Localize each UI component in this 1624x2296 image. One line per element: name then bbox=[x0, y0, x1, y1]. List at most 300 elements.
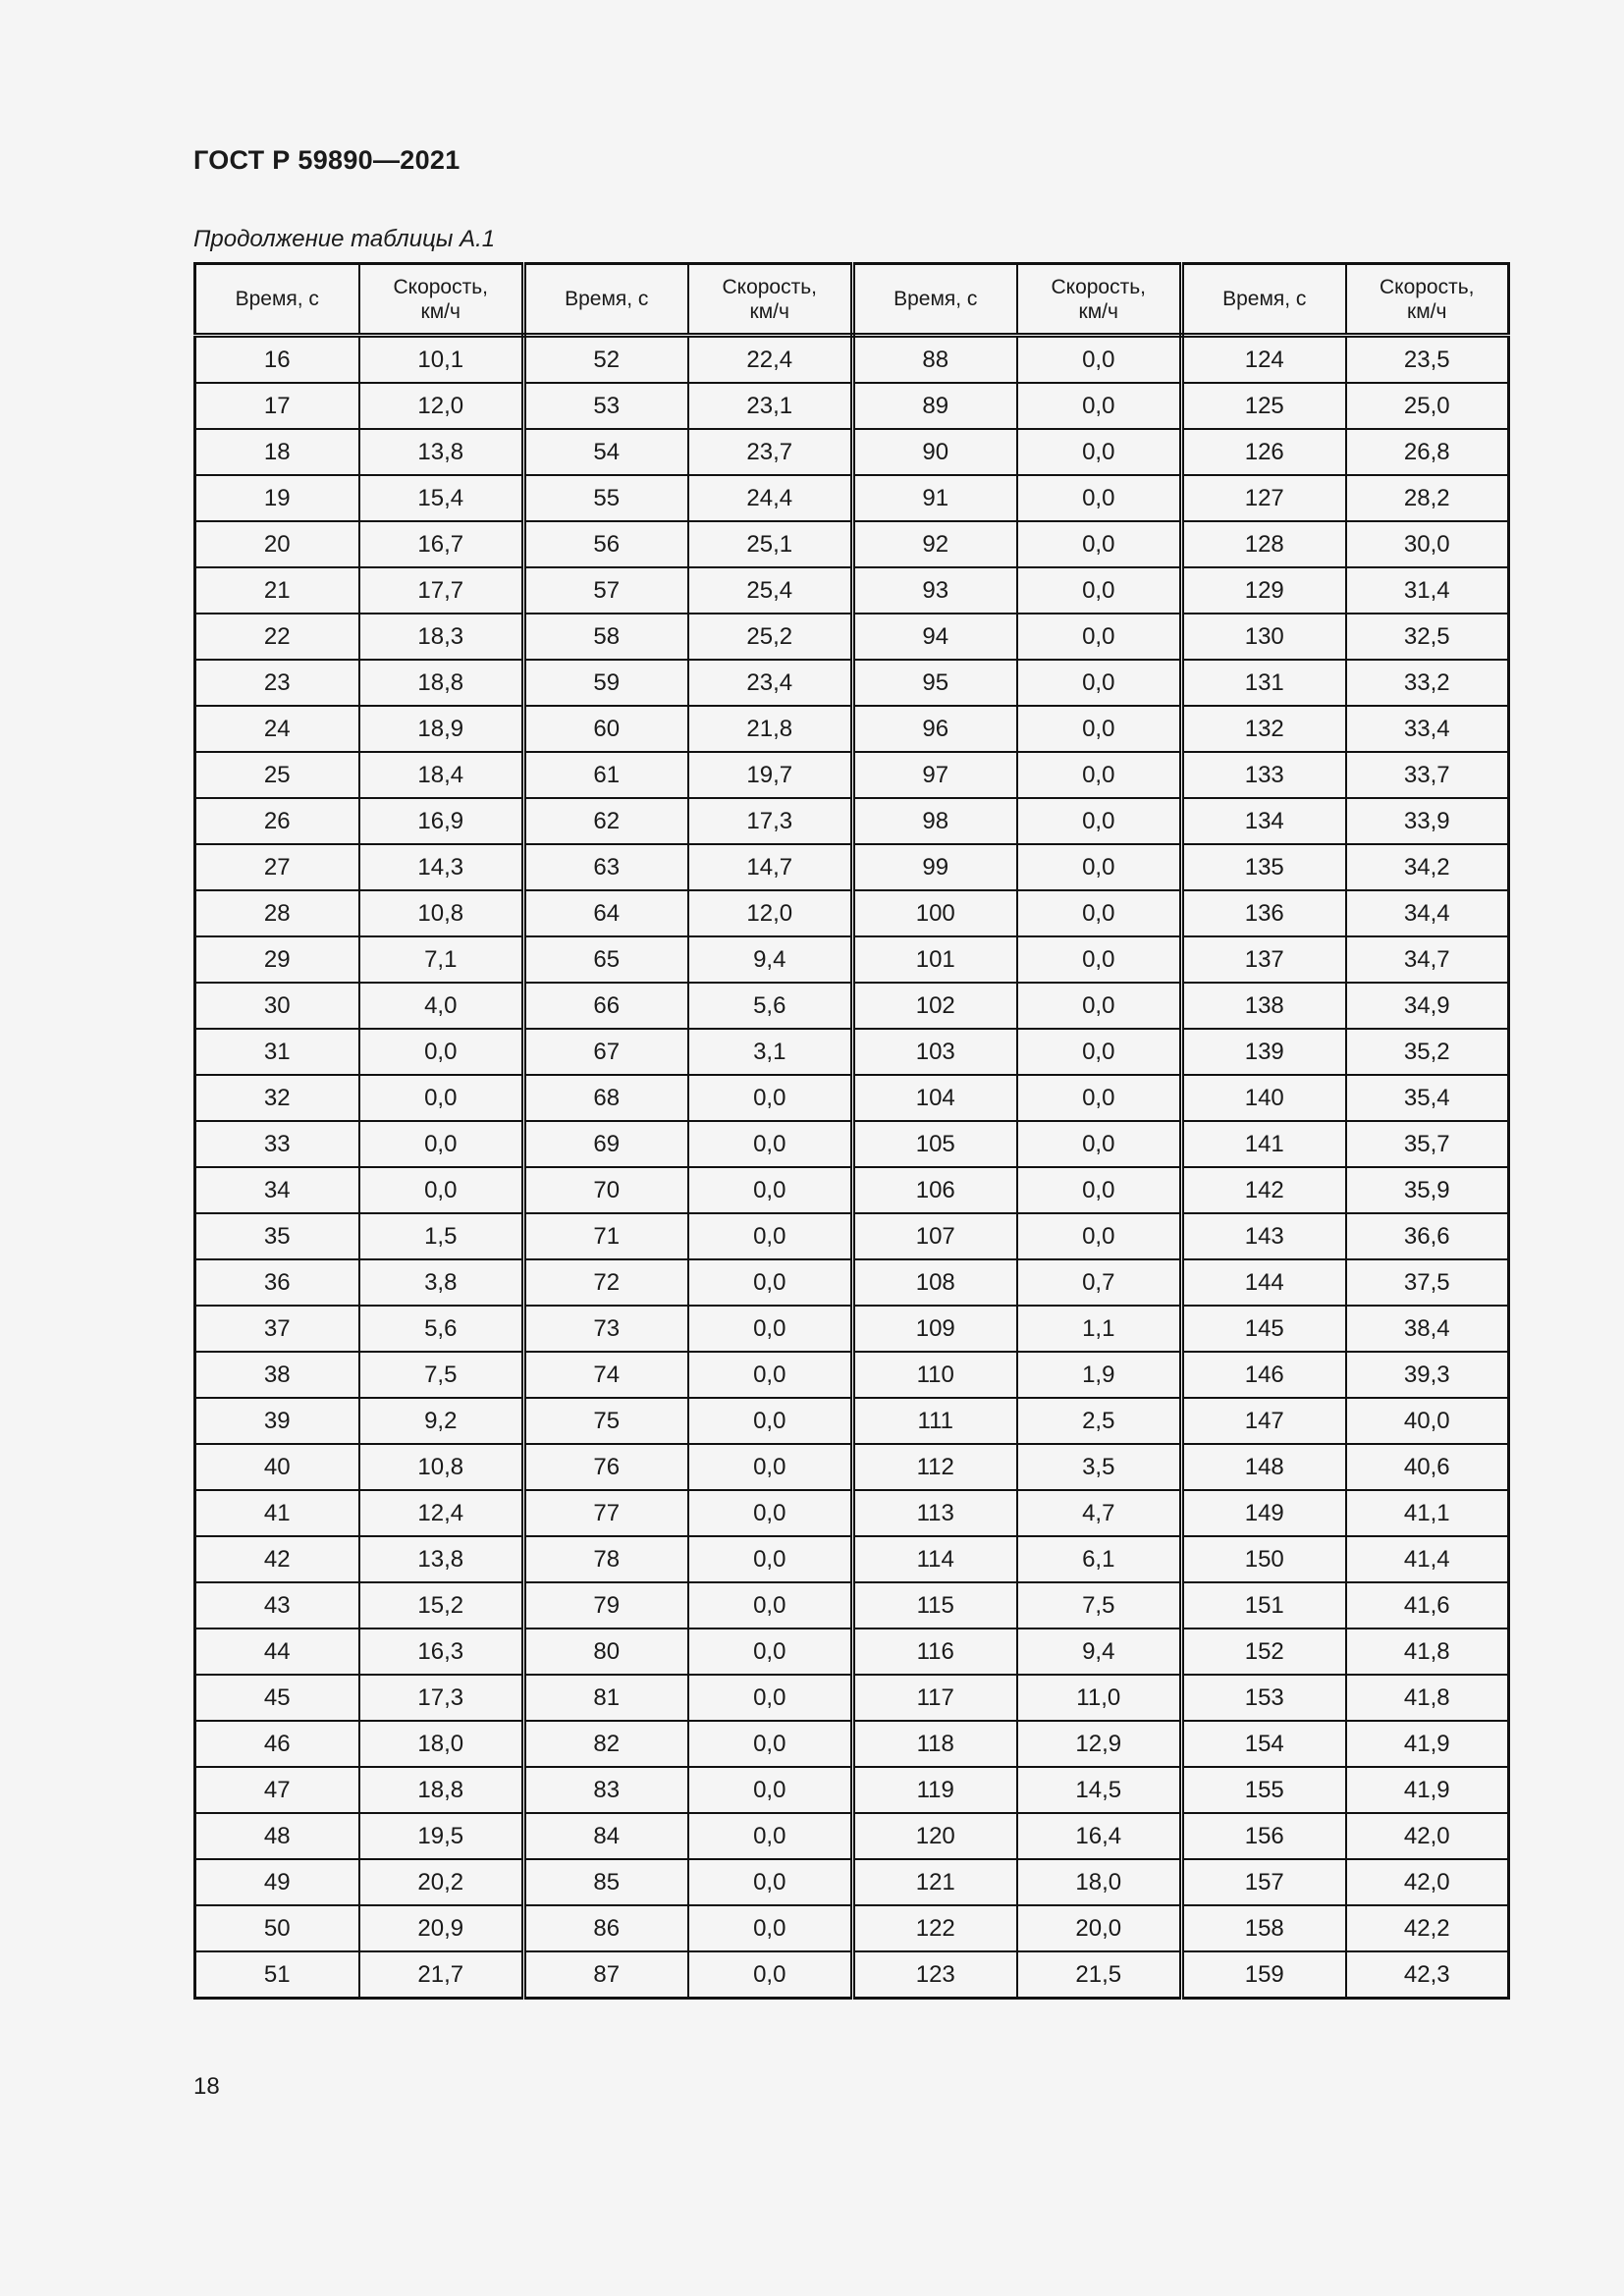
time-cell: 57 bbox=[524, 567, 688, 614]
speed-cell: 0,0 bbox=[1017, 1213, 1182, 1259]
time-cell: 33 bbox=[195, 1121, 359, 1167]
time-cell: 103 bbox=[853, 1029, 1017, 1075]
speed-cell: 25,1 bbox=[688, 521, 853, 567]
speed-cell: 1,1 bbox=[1017, 1306, 1182, 1352]
table-row bbox=[195, 383, 1509, 429]
column-header-time: Время, с bbox=[195, 264, 359, 336]
speed-cell: 14,5 bbox=[1017, 1767, 1182, 1813]
time-cell: 55 bbox=[524, 475, 688, 521]
time-cell: 157 bbox=[1182, 1859, 1346, 1905]
time-cell: 25 bbox=[195, 752, 359, 798]
time-cell: 24 bbox=[195, 706, 359, 752]
time-cell: 155 bbox=[1182, 1767, 1346, 1813]
speed-cell: 18,9 bbox=[359, 706, 524, 752]
speed-cell: 30,0 bbox=[1346, 521, 1509, 567]
speed-cell: 9,4 bbox=[1017, 1629, 1182, 1675]
time-cell: 83 bbox=[524, 1767, 688, 1813]
speed-cell: 0,0 bbox=[1017, 983, 1182, 1029]
speed-cell: 35,9 bbox=[1346, 1167, 1509, 1213]
speed-cell: 34,9 bbox=[1346, 983, 1509, 1029]
time-cell: 113 bbox=[853, 1490, 1017, 1536]
time-cell: 145 bbox=[1182, 1306, 1346, 1352]
time-cell: 73 bbox=[524, 1306, 688, 1352]
column-header-time: Время, с bbox=[853, 264, 1017, 336]
time-cell: 31 bbox=[195, 1029, 359, 1075]
time-cell: 146 bbox=[1182, 1352, 1346, 1398]
speed-cell: 16,9 bbox=[359, 798, 524, 844]
table-row bbox=[195, 1629, 1509, 1675]
speed-cell: 42,3 bbox=[1346, 1951, 1509, 1999]
speed-cell: 16,3 bbox=[359, 1629, 524, 1675]
speed-cell: 0,0 bbox=[1017, 336, 1182, 384]
speed-cell: 0,0 bbox=[688, 1536, 853, 1582]
time-cell: 50 bbox=[195, 1905, 359, 1951]
speed-cell: 36,6 bbox=[1346, 1213, 1509, 1259]
time-cell: 110 bbox=[853, 1352, 1017, 1398]
table-row bbox=[195, 752, 1509, 798]
speed-cell: 6,1 bbox=[1017, 1536, 1182, 1582]
speed-cell: 13,8 bbox=[359, 429, 524, 475]
speed-cell: 42,2 bbox=[1346, 1905, 1509, 1951]
time-cell: 72 bbox=[524, 1259, 688, 1306]
time-cell: 134 bbox=[1182, 798, 1346, 844]
speed-cell: 0,0 bbox=[1017, 1075, 1182, 1121]
table-header-row bbox=[195, 264, 1509, 336]
speed-cell: 24,4 bbox=[688, 475, 853, 521]
time-cell: 149 bbox=[1182, 1490, 1346, 1536]
speed-cell: 12,0 bbox=[688, 890, 853, 936]
time-cell: 97 bbox=[853, 752, 1017, 798]
time-cell: 53 bbox=[524, 383, 688, 429]
speed-cell: 23,7 bbox=[688, 429, 853, 475]
speed-cell: 10,8 bbox=[359, 890, 524, 936]
time-cell: 99 bbox=[853, 844, 1017, 890]
speed-cell: 0,0 bbox=[688, 1352, 853, 1398]
speed-cell: 7,5 bbox=[359, 1352, 524, 1398]
speed-cell: 0,0 bbox=[1017, 890, 1182, 936]
table-row bbox=[195, 1675, 1509, 1721]
speed-cell: 23,4 bbox=[688, 660, 853, 706]
speed-cell: 33,9 bbox=[1346, 798, 1509, 844]
speed-cell: 37,5 bbox=[1346, 1259, 1509, 1306]
time-cell: 44 bbox=[195, 1629, 359, 1675]
speed-cell: 0,0 bbox=[688, 1444, 853, 1490]
time-cell: 26 bbox=[195, 798, 359, 844]
speed-cell: 3,1 bbox=[688, 1029, 853, 1075]
speed-cell: 0,7 bbox=[1017, 1259, 1182, 1306]
time-cell: 116 bbox=[853, 1629, 1017, 1675]
time-cell: 21 bbox=[195, 567, 359, 614]
table-row bbox=[195, 1444, 1509, 1490]
speed-cell: 0,0 bbox=[688, 1259, 853, 1306]
speed-cell: 0,0 bbox=[688, 1629, 853, 1675]
speed-cell: 0,0 bbox=[1017, 844, 1182, 890]
time-cell: 34 bbox=[195, 1167, 359, 1213]
speed-cell: 0,0 bbox=[359, 1121, 524, 1167]
table-row bbox=[195, 706, 1509, 752]
speed-cell: 1,5 bbox=[359, 1213, 524, 1259]
table-row bbox=[195, 983, 1509, 1029]
speed-cell: 21,5 bbox=[1017, 1951, 1182, 1999]
speed-cell: 18,8 bbox=[359, 660, 524, 706]
time-cell: 107 bbox=[853, 1213, 1017, 1259]
speed-cell: 34,4 bbox=[1346, 890, 1509, 936]
speed-cell: 0,0 bbox=[1017, 1029, 1182, 1075]
time-cell: 36 bbox=[195, 1259, 359, 1306]
speed-cell: 42,0 bbox=[1346, 1813, 1509, 1859]
column-header-speed: Скорость, км/ч bbox=[1346, 264, 1509, 336]
time-cell: 159 bbox=[1182, 1951, 1346, 1999]
speed-cell: 11,0 bbox=[1017, 1675, 1182, 1721]
time-cell: 88 bbox=[853, 336, 1017, 384]
time-cell: 63 bbox=[524, 844, 688, 890]
speed-cell: 0,0 bbox=[688, 1490, 853, 1536]
table-row bbox=[195, 614, 1509, 660]
speed-cell: 0,0 bbox=[1017, 429, 1182, 475]
speed-cell: 40,0 bbox=[1346, 1398, 1509, 1444]
speed-cell: 0,0 bbox=[1017, 521, 1182, 567]
speed-cell: 41,4 bbox=[1346, 1536, 1509, 1582]
speed-cell: 0,0 bbox=[1017, 706, 1182, 752]
speed-cell: 35,4 bbox=[1346, 1075, 1509, 1121]
time-cell: 117 bbox=[853, 1675, 1017, 1721]
speed-cell: 14,3 bbox=[359, 844, 524, 890]
time-cell: 98 bbox=[853, 798, 1017, 844]
time-cell: 153 bbox=[1182, 1675, 1346, 1721]
table-row bbox=[195, 1767, 1509, 1813]
column-header-time: Время, с bbox=[1182, 264, 1346, 336]
speed-cell: 9,2 bbox=[359, 1398, 524, 1444]
speed-cell: 0,0 bbox=[688, 1859, 853, 1905]
time-cell: 136 bbox=[1182, 890, 1346, 936]
time-cell: 121 bbox=[853, 1859, 1017, 1905]
time-cell: 93 bbox=[853, 567, 1017, 614]
time-cell: 86 bbox=[524, 1905, 688, 1951]
table-row bbox=[195, 1536, 1509, 1582]
table-row bbox=[195, 1951, 1509, 1999]
time-cell: 135 bbox=[1182, 844, 1346, 890]
time-cell: 16 bbox=[195, 336, 359, 384]
speed-cell: 15,2 bbox=[359, 1582, 524, 1629]
time-cell: 106 bbox=[853, 1167, 1017, 1213]
speed-cell: 33,4 bbox=[1346, 706, 1509, 752]
time-cell: 18 bbox=[195, 429, 359, 475]
table-body bbox=[195, 336, 1509, 1999]
time-cell: 92 bbox=[853, 521, 1017, 567]
time-cell: 27 bbox=[195, 844, 359, 890]
speed-cell: 0,0 bbox=[1017, 567, 1182, 614]
time-cell: 156 bbox=[1182, 1813, 1346, 1859]
speed-cell: 22,4 bbox=[688, 336, 853, 384]
table-row bbox=[195, 429, 1509, 475]
speed-cell: 18,0 bbox=[359, 1721, 524, 1767]
time-cell: 29 bbox=[195, 936, 359, 983]
table-row bbox=[195, 890, 1509, 936]
table-row bbox=[195, 1398, 1509, 1444]
table-row bbox=[195, 1352, 1509, 1398]
time-cell: 89 bbox=[853, 383, 1017, 429]
speed-cell: 33,2 bbox=[1346, 660, 1509, 706]
speed-cell: 0,0 bbox=[688, 1951, 853, 1999]
speed-cell: 35,2 bbox=[1346, 1029, 1509, 1075]
time-cell: 30 bbox=[195, 983, 359, 1029]
time-cell: 158 bbox=[1182, 1905, 1346, 1951]
table-row bbox=[195, 1167, 1509, 1213]
speed-cell: 10,8 bbox=[359, 1444, 524, 1490]
time-cell: 142 bbox=[1182, 1167, 1346, 1213]
time-cell: 141 bbox=[1182, 1121, 1346, 1167]
speed-cell: 0,0 bbox=[1017, 614, 1182, 660]
time-cell: 52 bbox=[524, 336, 688, 384]
time-cell: 118 bbox=[853, 1721, 1017, 1767]
speed-cell: 42,0 bbox=[1346, 1859, 1509, 1905]
speed-cell: 41,8 bbox=[1346, 1629, 1509, 1675]
time-cell: 76 bbox=[524, 1444, 688, 1490]
time-cell: 71 bbox=[524, 1213, 688, 1259]
speed-cell: 13,8 bbox=[359, 1536, 524, 1582]
time-cell: 47 bbox=[195, 1767, 359, 1813]
time-cell: 90 bbox=[853, 429, 1017, 475]
column-header-speed: Скорость, км/ч bbox=[1017, 264, 1182, 336]
table-row bbox=[195, 1259, 1509, 1306]
table-row bbox=[195, 844, 1509, 890]
time-cell: 32 bbox=[195, 1075, 359, 1121]
speed-cell: 0,0 bbox=[688, 1767, 853, 1813]
speed-cell: 4,7 bbox=[1017, 1490, 1182, 1536]
speed-cell: 31,4 bbox=[1346, 567, 1509, 614]
speed-cell: 19,7 bbox=[688, 752, 853, 798]
speed-cell: 40,6 bbox=[1346, 1444, 1509, 1490]
speed-cell: 0,0 bbox=[1017, 660, 1182, 706]
speed-cell: 41,6 bbox=[1346, 1582, 1509, 1629]
speed-cell: 2,5 bbox=[1017, 1398, 1182, 1444]
speed-cell: 0,0 bbox=[688, 1213, 853, 1259]
speed-cell: 0,0 bbox=[1017, 1167, 1182, 1213]
time-cell: 28 bbox=[195, 890, 359, 936]
table-row bbox=[195, 1905, 1509, 1951]
time-cell: 69 bbox=[524, 1121, 688, 1167]
table-row bbox=[195, 1121, 1509, 1167]
speed-cell: 17,7 bbox=[359, 567, 524, 614]
speed-cell: 9,4 bbox=[688, 936, 853, 983]
time-cell: 19 bbox=[195, 475, 359, 521]
speed-cell: 0,0 bbox=[688, 1721, 853, 1767]
time-cell: 75 bbox=[524, 1398, 688, 1444]
speed-cell: 33,7 bbox=[1346, 752, 1509, 798]
time-cell: 120 bbox=[853, 1813, 1017, 1859]
speed-cell: 14,7 bbox=[688, 844, 853, 890]
time-cell: 112 bbox=[853, 1444, 1017, 1490]
speed-cell: 0,0 bbox=[688, 1582, 853, 1629]
table-row bbox=[195, 936, 1509, 983]
table-row bbox=[195, 475, 1509, 521]
time-cell: 56 bbox=[524, 521, 688, 567]
speed-cell: 20,2 bbox=[359, 1859, 524, 1905]
time-cell: 102 bbox=[853, 983, 1017, 1029]
time-cell: 74 bbox=[524, 1352, 688, 1398]
time-cell: 38 bbox=[195, 1352, 359, 1398]
time-cell: 125 bbox=[1182, 383, 1346, 429]
speed-cell: 0,0 bbox=[1017, 798, 1182, 844]
table-row bbox=[195, 1813, 1509, 1859]
table-row bbox=[195, 1582, 1509, 1629]
speed-cell: 41,9 bbox=[1346, 1767, 1509, 1813]
table-row bbox=[195, 336, 1509, 384]
time-cell: 150 bbox=[1182, 1536, 1346, 1582]
speed-cell: 0,0 bbox=[1017, 752, 1182, 798]
speed-cell: 25,2 bbox=[688, 614, 853, 660]
speed-table bbox=[193, 262, 1510, 2000]
time-cell: 70 bbox=[524, 1167, 688, 1213]
table-container bbox=[193, 262, 1507, 2000]
speed-cell: 20,9 bbox=[359, 1905, 524, 1951]
speed-cell: 41,8 bbox=[1346, 1675, 1509, 1721]
speed-cell: 19,5 bbox=[359, 1813, 524, 1859]
table-row bbox=[195, 1721, 1509, 1767]
speed-cell: 7,5 bbox=[1017, 1582, 1182, 1629]
speed-cell: 0,0 bbox=[688, 1306, 853, 1352]
time-cell: 115 bbox=[853, 1582, 1017, 1629]
time-cell: 152 bbox=[1182, 1629, 1346, 1675]
time-cell: 96 bbox=[853, 706, 1017, 752]
speed-cell: 0,0 bbox=[688, 1075, 853, 1121]
time-cell: 108 bbox=[853, 1259, 1017, 1306]
speed-cell: 0,0 bbox=[688, 1167, 853, 1213]
time-cell: 85 bbox=[524, 1859, 688, 1905]
speed-cell: 23,1 bbox=[688, 383, 853, 429]
time-cell: 126 bbox=[1182, 429, 1346, 475]
table-caption: Продолжение таблицы А.1 bbox=[193, 226, 496, 252]
time-cell: 20 bbox=[195, 521, 359, 567]
speed-cell: 0,0 bbox=[1017, 383, 1182, 429]
time-cell: 51 bbox=[195, 1951, 359, 1999]
speed-cell: 1,9 bbox=[1017, 1352, 1182, 1398]
time-cell: 91 bbox=[853, 475, 1017, 521]
time-cell: 62 bbox=[524, 798, 688, 844]
time-cell: 140 bbox=[1182, 1075, 1346, 1121]
time-cell: 64 bbox=[524, 890, 688, 936]
speed-cell: 25,0 bbox=[1346, 383, 1509, 429]
time-cell: 67 bbox=[524, 1029, 688, 1075]
time-cell: 138 bbox=[1182, 983, 1346, 1029]
time-cell: 119 bbox=[853, 1767, 1017, 1813]
time-cell: 94 bbox=[853, 614, 1017, 660]
time-cell: 66 bbox=[524, 983, 688, 1029]
document-header: ГОСТ Р 59890—2021 bbox=[193, 145, 460, 175]
time-cell: 114 bbox=[853, 1536, 1017, 1582]
speed-cell: 0,0 bbox=[1017, 936, 1182, 983]
time-cell: 148 bbox=[1182, 1444, 1346, 1490]
time-cell: 131 bbox=[1182, 660, 1346, 706]
speed-cell: 38,4 bbox=[1346, 1306, 1509, 1352]
table-row bbox=[195, 1859, 1509, 1905]
page-number: 18 bbox=[193, 2073, 220, 2100]
speed-cell: 17,3 bbox=[359, 1675, 524, 1721]
time-cell: 48 bbox=[195, 1813, 359, 1859]
time-cell: 128 bbox=[1182, 521, 1346, 567]
time-cell: 84 bbox=[524, 1813, 688, 1859]
time-cell: 139 bbox=[1182, 1029, 1346, 1075]
column-header-speed: Скорость, км/ч bbox=[688, 264, 853, 336]
speed-cell: 28,2 bbox=[1346, 475, 1509, 521]
time-cell: 132 bbox=[1182, 706, 1346, 752]
speed-cell: 23,5 bbox=[1346, 336, 1509, 384]
speed-cell: 32,5 bbox=[1346, 614, 1509, 660]
time-cell: 124 bbox=[1182, 336, 1346, 384]
time-cell: 109 bbox=[853, 1306, 1017, 1352]
time-cell: 137 bbox=[1182, 936, 1346, 983]
speed-cell: 18,4 bbox=[359, 752, 524, 798]
time-cell: 101 bbox=[853, 936, 1017, 983]
speed-cell: 18,3 bbox=[359, 614, 524, 660]
time-cell: 111 bbox=[853, 1398, 1017, 1444]
time-cell: 123 bbox=[853, 1951, 1017, 1999]
speed-cell: 26,8 bbox=[1346, 429, 1509, 475]
speed-cell: 0,0 bbox=[359, 1029, 524, 1075]
speed-cell: 25,4 bbox=[688, 567, 853, 614]
table-row bbox=[195, 1306, 1509, 1352]
time-cell: 59 bbox=[524, 660, 688, 706]
speed-cell: 12,9 bbox=[1017, 1721, 1182, 1767]
table-row bbox=[195, 1213, 1509, 1259]
column-header-speed: Скорость, км/ч bbox=[359, 264, 524, 336]
speed-cell: 18,8 bbox=[359, 1767, 524, 1813]
time-cell: 81 bbox=[524, 1675, 688, 1721]
speed-cell: 0,0 bbox=[1017, 1121, 1182, 1167]
time-cell: 105 bbox=[853, 1121, 1017, 1167]
speed-cell: 34,7 bbox=[1346, 936, 1509, 983]
speed-cell: 0,0 bbox=[1017, 475, 1182, 521]
time-cell: 17 bbox=[195, 383, 359, 429]
speed-cell: 5,6 bbox=[688, 983, 853, 1029]
table-row bbox=[195, 1075, 1509, 1121]
table-row bbox=[195, 1029, 1509, 1075]
time-cell: 49 bbox=[195, 1859, 359, 1905]
time-cell: 58 bbox=[524, 614, 688, 660]
table-row bbox=[195, 1490, 1509, 1536]
speed-cell: 0,0 bbox=[688, 1121, 853, 1167]
table-row bbox=[195, 660, 1509, 706]
speed-cell: 0,0 bbox=[359, 1167, 524, 1213]
time-cell: 82 bbox=[524, 1721, 688, 1767]
speed-cell: 16,7 bbox=[359, 521, 524, 567]
speed-cell: 3,5 bbox=[1017, 1444, 1182, 1490]
time-cell: 43 bbox=[195, 1582, 359, 1629]
speed-cell: 5,6 bbox=[359, 1306, 524, 1352]
speed-cell: 35,7 bbox=[1346, 1121, 1509, 1167]
time-cell: 22 bbox=[195, 614, 359, 660]
time-cell: 46 bbox=[195, 1721, 359, 1767]
time-cell: 154 bbox=[1182, 1721, 1346, 1767]
time-cell: 133 bbox=[1182, 752, 1346, 798]
time-cell: 129 bbox=[1182, 567, 1346, 614]
speed-cell: 17,3 bbox=[688, 798, 853, 844]
time-cell: 54 bbox=[524, 429, 688, 475]
speed-cell: 41,9 bbox=[1346, 1721, 1509, 1767]
table-row bbox=[195, 798, 1509, 844]
time-cell: 80 bbox=[524, 1629, 688, 1675]
time-cell: 41 bbox=[195, 1490, 359, 1536]
speed-cell: 21,7 bbox=[359, 1951, 524, 1999]
speed-cell: 12,4 bbox=[359, 1490, 524, 1536]
speed-cell: 0,0 bbox=[359, 1075, 524, 1121]
time-cell: 77 bbox=[524, 1490, 688, 1536]
time-cell: 147 bbox=[1182, 1398, 1346, 1444]
time-cell: 95 bbox=[853, 660, 1017, 706]
time-cell: 87 bbox=[524, 1951, 688, 1999]
time-cell: 35 bbox=[195, 1213, 359, 1259]
time-cell: 100 bbox=[853, 890, 1017, 936]
